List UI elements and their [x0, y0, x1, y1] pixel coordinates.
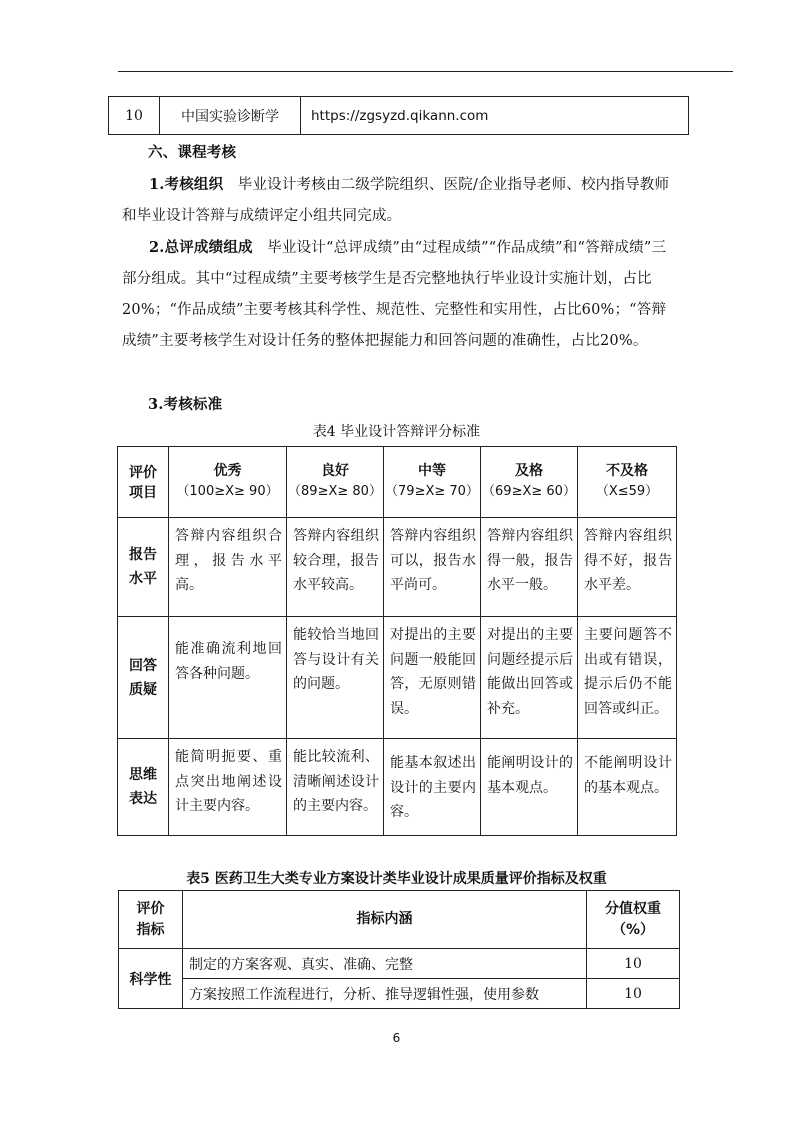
- indicator-content: 方案按照工作流程进行，分析、推导逻辑性强，使用参数: [183, 979, 587, 1009]
- table-cell: 答辩内容组织可以，报告水平尚可。: [384, 518, 481, 617]
- table-cell: 不能阐明设计的基本观点。: [578, 739, 677, 836]
- quality-evaluation-table: [118, 890, 680, 1009]
- header-rule: [118, 71, 733, 72]
- page-number: 6: [392, 1031, 401, 1045]
- table-row: [118, 739, 677, 836]
- table-cell: 能简明扼要、重点突出地阐述设计主要内容。: [169, 739, 287, 836]
- table-cell: 答辩内容组织较合理，报告水平较高。: [287, 518, 384, 617]
- table-row: [118, 518, 677, 617]
- table-cell: 主要问题答不出或有错误，提示后仍不能回答或纠正。: [578, 617, 677, 739]
- row-label-line2: 水平: [129, 571, 157, 587]
- ref-journal-name: 中国实验诊断学: [160, 97, 301, 135]
- indicator-content: 制定的方案客观、真实、准确、完整: [183, 949, 587, 979]
- header-good: [287, 447, 384, 518]
- header-grade-range: （100≥X≥ 90）: [176, 484, 279, 499]
- table4-caption: 表4 毕业设计答辩评分标准: [312, 424, 481, 440]
- table-cell: 能阐明设计的基本观点。: [481, 739, 578, 836]
- row-label-line2: 质疑: [129, 681, 157, 698]
- header-line2: 指标: [136, 921, 165, 938]
- paragraph-score-composition: [122, 232, 677, 357]
- ref-number: 10: [109, 97, 160, 135]
- header-item-line2: 项目: [129, 485, 157, 501]
- reference-table: [108, 96, 689, 135]
- table-row: [118, 617, 677, 739]
- paragraph-text: 毕业设计考核由二级学院组织、医院/企业指导老师、校内指导教师和毕业设计答辩与成绩评定小组共同完成。: [122, 177, 670, 224]
- table-cell: 能比较流利、清晰阐述设计的主要内容。: [287, 739, 384, 836]
- paragraph-assessment-organization: [122, 169, 677, 232]
- header-medium: [384, 447, 481, 518]
- header-grade-range: （79≥X≥ 70）: [385, 484, 479, 499]
- table-row: [109, 97, 689, 135]
- paragraph-text: 毕业设计“总评成绩”由“过程成绩”“作品成绩”和“答辩成绩”三部分组成。其中“过程成绩”主要考核学生是否完整地执行毕业设计实施计划，占比20%；“作品成绩”主要考核其科学性、规范性、完整性和实用性，占比60%；“答辩成绩”主要考核学生对设计任务的整体把握能力和回答问题的准确性，占比20%。: [122, 240, 667, 349]
- indicator-weight: 10: [587, 949, 680, 979]
- row-label-report: [118, 518, 169, 617]
- table-header-row: [118, 447, 677, 518]
- table-cell: 答辩内容组织得一般，报告水平一般。: [481, 518, 578, 617]
- paragraph-heading: 1.考核组织: [149, 176, 224, 193]
- header-fail: [578, 447, 677, 518]
- header-grade-name: 良好: [321, 463, 349, 479]
- header-line1: 评价: [136, 900, 165, 917]
- table-cell: 答辩内容组织得不好，报告水平差。: [578, 518, 677, 617]
- row-label-line2: 表达: [129, 791, 157, 807]
- table-row: [119, 979, 680, 1009]
- table-cell: 能较恰当地回答与设计有关的问题。: [287, 617, 384, 739]
- header-content: 指标内涵: [183, 891, 587, 949]
- table-cell: 能准确流利地回答各种问题。: [169, 617, 287, 739]
- row-label-line1: 回答: [129, 657, 157, 674]
- header-grade-name: 不及格: [606, 463, 648, 479]
- table-header-row: [119, 891, 680, 949]
- category-scientific: 科学性: [119, 949, 183, 1009]
- header-grade-range: （69≥X≥ 60）: [482, 484, 576, 499]
- table-cell: 对提出的主要问题经提示后能做出回答或补充。: [481, 617, 578, 739]
- header-grade-name: 中等: [418, 463, 446, 479]
- table-cell: 对提出的主要问题一般能回答，无原则错误。: [384, 617, 481, 739]
- row-label-expression: [118, 739, 169, 836]
- header-grade-range: （X≤59）: [595, 484, 659, 499]
- ref-journal-url: https://zgsyzd.qikann.com: [301, 97, 689, 135]
- header-item-line1: 评价: [129, 465, 157, 481]
- section-title: 六、课程考核: [148, 144, 237, 161]
- header-weight: [587, 891, 680, 949]
- header-grade-name: 及格: [515, 463, 543, 479]
- header-grade-name: 优秀: [213, 463, 242, 479]
- header-line2: （%）: [611, 921, 655, 938]
- header-pass: [481, 447, 578, 518]
- row-label-questions: [118, 617, 169, 739]
- defense-scoring-table: [117, 446, 677, 836]
- row-label-line1: 报告: [129, 547, 157, 563]
- header-line1: 分值权重: [605, 900, 661, 917]
- header-grade-range: （89≥X≥ 80）: [288, 484, 382, 499]
- table-cell: 能基本叙述出设计的主要内容。: [384, 739, 481, 836]
- header-indicator: [119, 891, 183, 949]
- header-excellent: [169, 447, 287, 518]
- paragraph-heading: 2.总评成绩组成: [149, 239, 253, 256]
- table-cell: 答辩内容组织合理，报告水平高。: [169, 518, 287, 617]
- table-row: [119, 949, 680, 979]
- indicator-weight: 10: [587, 979, 680, 1009]
- header-item: [118, 447, 169, 518]
- row-label-line1: 思维: [129, 767, 157, 783]
- table5-caption: 表5 医药卫生大类专业方案设计类毕业设计成果质量评价指标及权重: [186, 871, 607, 887]
- paragraph-heading-standards: 3.考核标准: [148, 396, 223, 413]
